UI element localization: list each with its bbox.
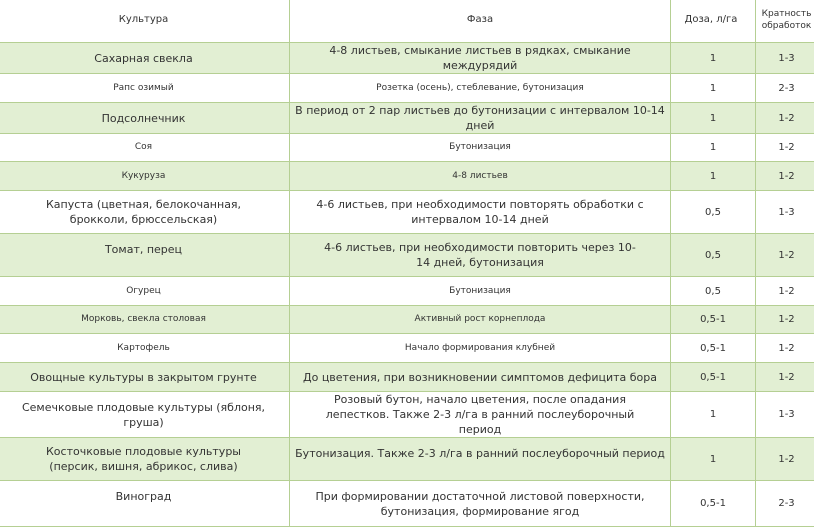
culture-cell: Рапс озимый — [0, 74, 290, 103]
table-row — [0, 191, 814, 234]
frequency-cell: 1-3 — [756, 43, 814, 74]
culture-cell: Огурец — [0, 277, 290, 306]
table-row — [0, 334, 814, 363]
table-row — [0, 392, 814, 438]
header-frequency: Кратность обработок — [756, 0, 814, 43]
phase-cell: До цветения, при возникновении симптомов дефицита бора — [290, 363, 671, 392]
frequency-cell: 1-3 — [756, 191, 814, 234]
phase-cell: При формировании достаточной листовой поверхности, бутонизация, формирование ягод — [290, 481, 671, 527]
frequency-cell: 1-2 — [756, 306, 814, 334]
frequency-cell: 2-3 — [756, 74, 814, 103]
dose-cell: 1 — [671, 438, 756, 481]
header-culture: Культура — [0, 0, 290, 43]
culture-cell: Картофель — [0, 334, 290, 363]
dose-cell: 1 — [671, 74, 756, 103]
frequency-cell: 1-2 — [756, 363, 814, 392]
dose-cell: 0,5 — [671, 234, 756, 277]
culture-cell: Семечковые плодовые культуры (яблоня, груша) — [0, 392, 290, 438]
frequency-cell: 1-2 — [756, 277, 814, 306]
culture-cell: Соя — [0, 134, 290, 162]
phase-cell: Начало формирования клубней — [290, 334, 671, 363]
dose-cell: 1 — [671, 43, 756, 74]
phase-cell: 4-8 листьев — [290, 162, 671, 191]
phase-cell: 4-6 листьев, при необходимости повторять обработки с интервалом 10-14 дней — [290, 191, 671, 234]
phase-cell: Бутонизация — [290, 277, 671, 306]
table-row — [0, 234, 814, 277]
phase-cell: Розовый бутон, начало цветения, после опадания лепестков. Также 2-3 л/га в ранний послеуборочный период — [290, 392, 671, 438]
dose-cell: 0,5 — [671, 277, 756, 306]
culture-cell: Кукуруза — [0, 162, 290, 191]
frequency-cell: 1-3 — [756, 392, 814, 438]
table-row — [0, 438, 814, 481]
culture-cell: Сахарная свекла — [0, 43, 290, 74]
frequency-cell: 1-2 — [756, 134, 814, 162]
phase-cell: Бутонизация — [290, 134, 671, 162]
frequency-cell: 1-2 — [756, 103, 814, 134]
header-phase: Фаза — [290, 0, 671, 43]
dose-cell: 1 — [671, 162, 756, 191]
table-row — [0, 134, 814, 162]
culture-cell: Морковь, свекла столовая — [0, 306, 290, 334]
culture-cell: Томат, перец — [0, 234, 290, 277]
culture-cell: Подсолнечник — [0, 103, 290, 134]
frequency-cell: 1-2 — [756, 334, 814, 363]
dose-cell: 1 — [671, 392, 756, 438]
phase-cell: В период от 2 пар листьев до бутонизации с интервалом 10-14 дней — [290, 103, 671, 134]
dose-cell: 0,5-1 — [671, 334, 756, 363]
dose-cell: 1 — [671, 103, 756, 134]
frequency-cell: 1-2 — [756, 162, 814, 191]
culture-cell: Виноград — [0, 481, 290, 527]
table-row — [0, 74, 814, 103]
phase-cell: 4-6 листьев, при необходимости повторить через 10-14 дней, бутонизация — [290, 234, 671, 277]
frequency-cell: 2-3 — [756, 481, 814, 527]
table-row — [0, 306, 814, 334]
phase-cell: 4-8 листьев, смыкание листьев в рядках, смыкание междурядий — [290, 43, 671, 74]
frequency-cell: 1-2 — [756, 234, 814, 277]
phase-cell: Розетка (осень), стеблевание, бутонизация — [290, 74, 671, 103]
dose-cell: 1 — [671, 134, 756, 162]
table-row — [0, 103, 814, 134]
table-row — [0, 162, 814, 191]
phase-cell: Бутонизация. Также 2-3 л/га в ранний послеуборочный период — [290, 438, 671, 481]
culture-cell: Косточковые плодовые культуры (персик, вишня, абрикос, слива) — [0, 438, 290, 481]
dose-cell: 0,5-1 — [671, 481, 756, 527]
phase-cell: Активный рост корнеплода — [290, 306, 671, 334]
table-row — [0, 363, 814, 392]
header-dose: Доза, л/га — [671, 0, 756, 43]
table-row — [0, 481, 814, 527]
dose-cell: 0,5-1 — [671, 363, 756, 392]
table-row — [0, 43, 814, 74]
table-header-row — [0, 0, 814, 43]
dose-cell: 0,5-1 — [671, 306, 756, 334]
culture-cell: Капуста (цветная, белокочанная, брокколи, брюссельская) — [0, 191, 290, 234]
dose-cell: 0,5 — [671, 191, 756, 234]
table-row — [0, 277, 814, 306]
frequency-cell: 1-2 — [756, 438, 814, 481]
culture-cell: Овощные культуры в закрытом грунте — [0, 363, 290, 392]
